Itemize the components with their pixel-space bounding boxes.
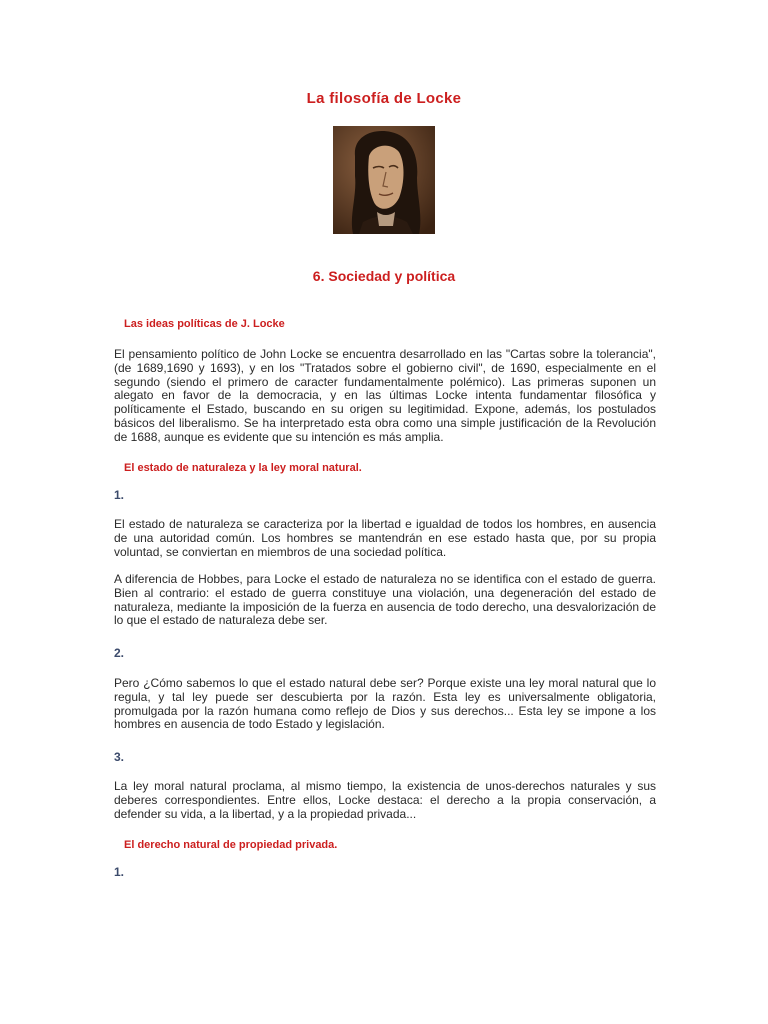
- portrait-image: [333, 126, 435, 234]
- subheading-state-of-nature: El estado de naturaleza y la ley moral natural.: [124, 462, 362, 474]
- item-number-2: 2.: [114, 646, 125, 660]
- paragraph-natural-rights: La ley moral natural proclama, al mismo tiempo, la existencia de unos-derechos naturales y sus deberes correspondientes. Entre ellos, Locke destaca: el derecho a la propia conservación, a defender su vida, a la libertad, y a la propiedad privada...: [114, 779, 656, 821]
- item-number-1-property: 1.: [114, 865, 125, 879]
- item-number-1: 1.: [114, 488, 125, 502]
- page-title: La filosofía de Locke: [306, 90, 462, 107]
- subheading-private-property: El derecho natural de propiedad privada.: [124, 839, 338, 851]
- paragraph-natural-law: Pero ¿Cómo sabemos lo que el estado natural debe ser? Porque existe una ley moral natural que lo regula, y tal ley puede ser descubierta por la razón. Esta ley es universalmente obligatoria, promulgada por la razón humana como reflejo de Dios y sus derechos... Esta ley se impone a los hombres en ausencia de todo Estado y legislación.: [114, 676, 656, 732]
- subheading-political-ideas: Las ideas políticas de J. Locke: [124, 318, 285, 330]
- paragraph-hobbes-comparison: A diferencia de Hobbes, para Locke el estado de naturaleza no se identifica con el estado de guerra. Bien al contrario: el estado de guerra constituye una violación, una degeneración del estado de naturaleza, mediante la imposición de la fuerza en ausencia de todo derecho, una desvalorización de lo que el estado de naturaleza debe ser.: [114, 572, 656, 628]
- item-number-3: 3.: [114, 750, 125, 764]
- paragraph-intro: El pensamiento político de John Locke se encuentra desarrollado en las "Cartas sobre la tolerancia", (de 1689,1690 y 1693), y en los "Tratados sobre el gobierno civil", de 1690, especialmente en el segundo (siendo el primero de caracter fundamentalmente polémico). Las primeras suponen un alegato en favor de la democracia, y en las últimas Locke intenta fundamentar filosófica y políticamente el Estado, buscando en su origen su legitimidad. Expone, además, los postulados básicos del liberalismo. Se ha interpretado esta obra como una simple justificación de la Revolución de 1688, aunque es evidente que su intención es más amplia.: [114, 347, 656, 444]
- john-locke-portrait: [333, 126, 435, 234]
- section-title: 6. Sociedad y política: [312, 268, 456, 284]
- paragraph-state-of-nature: El estado de naturaleza se caracteriza por la libertad e igualdad de todos los hombres, en ausencia de una autoridad común. Los hombres se mantendrán en ese estado hasta que, por su propia voluntad, se conviertan en miembros de una sociedad política.: [114, 517, 656, 559]
